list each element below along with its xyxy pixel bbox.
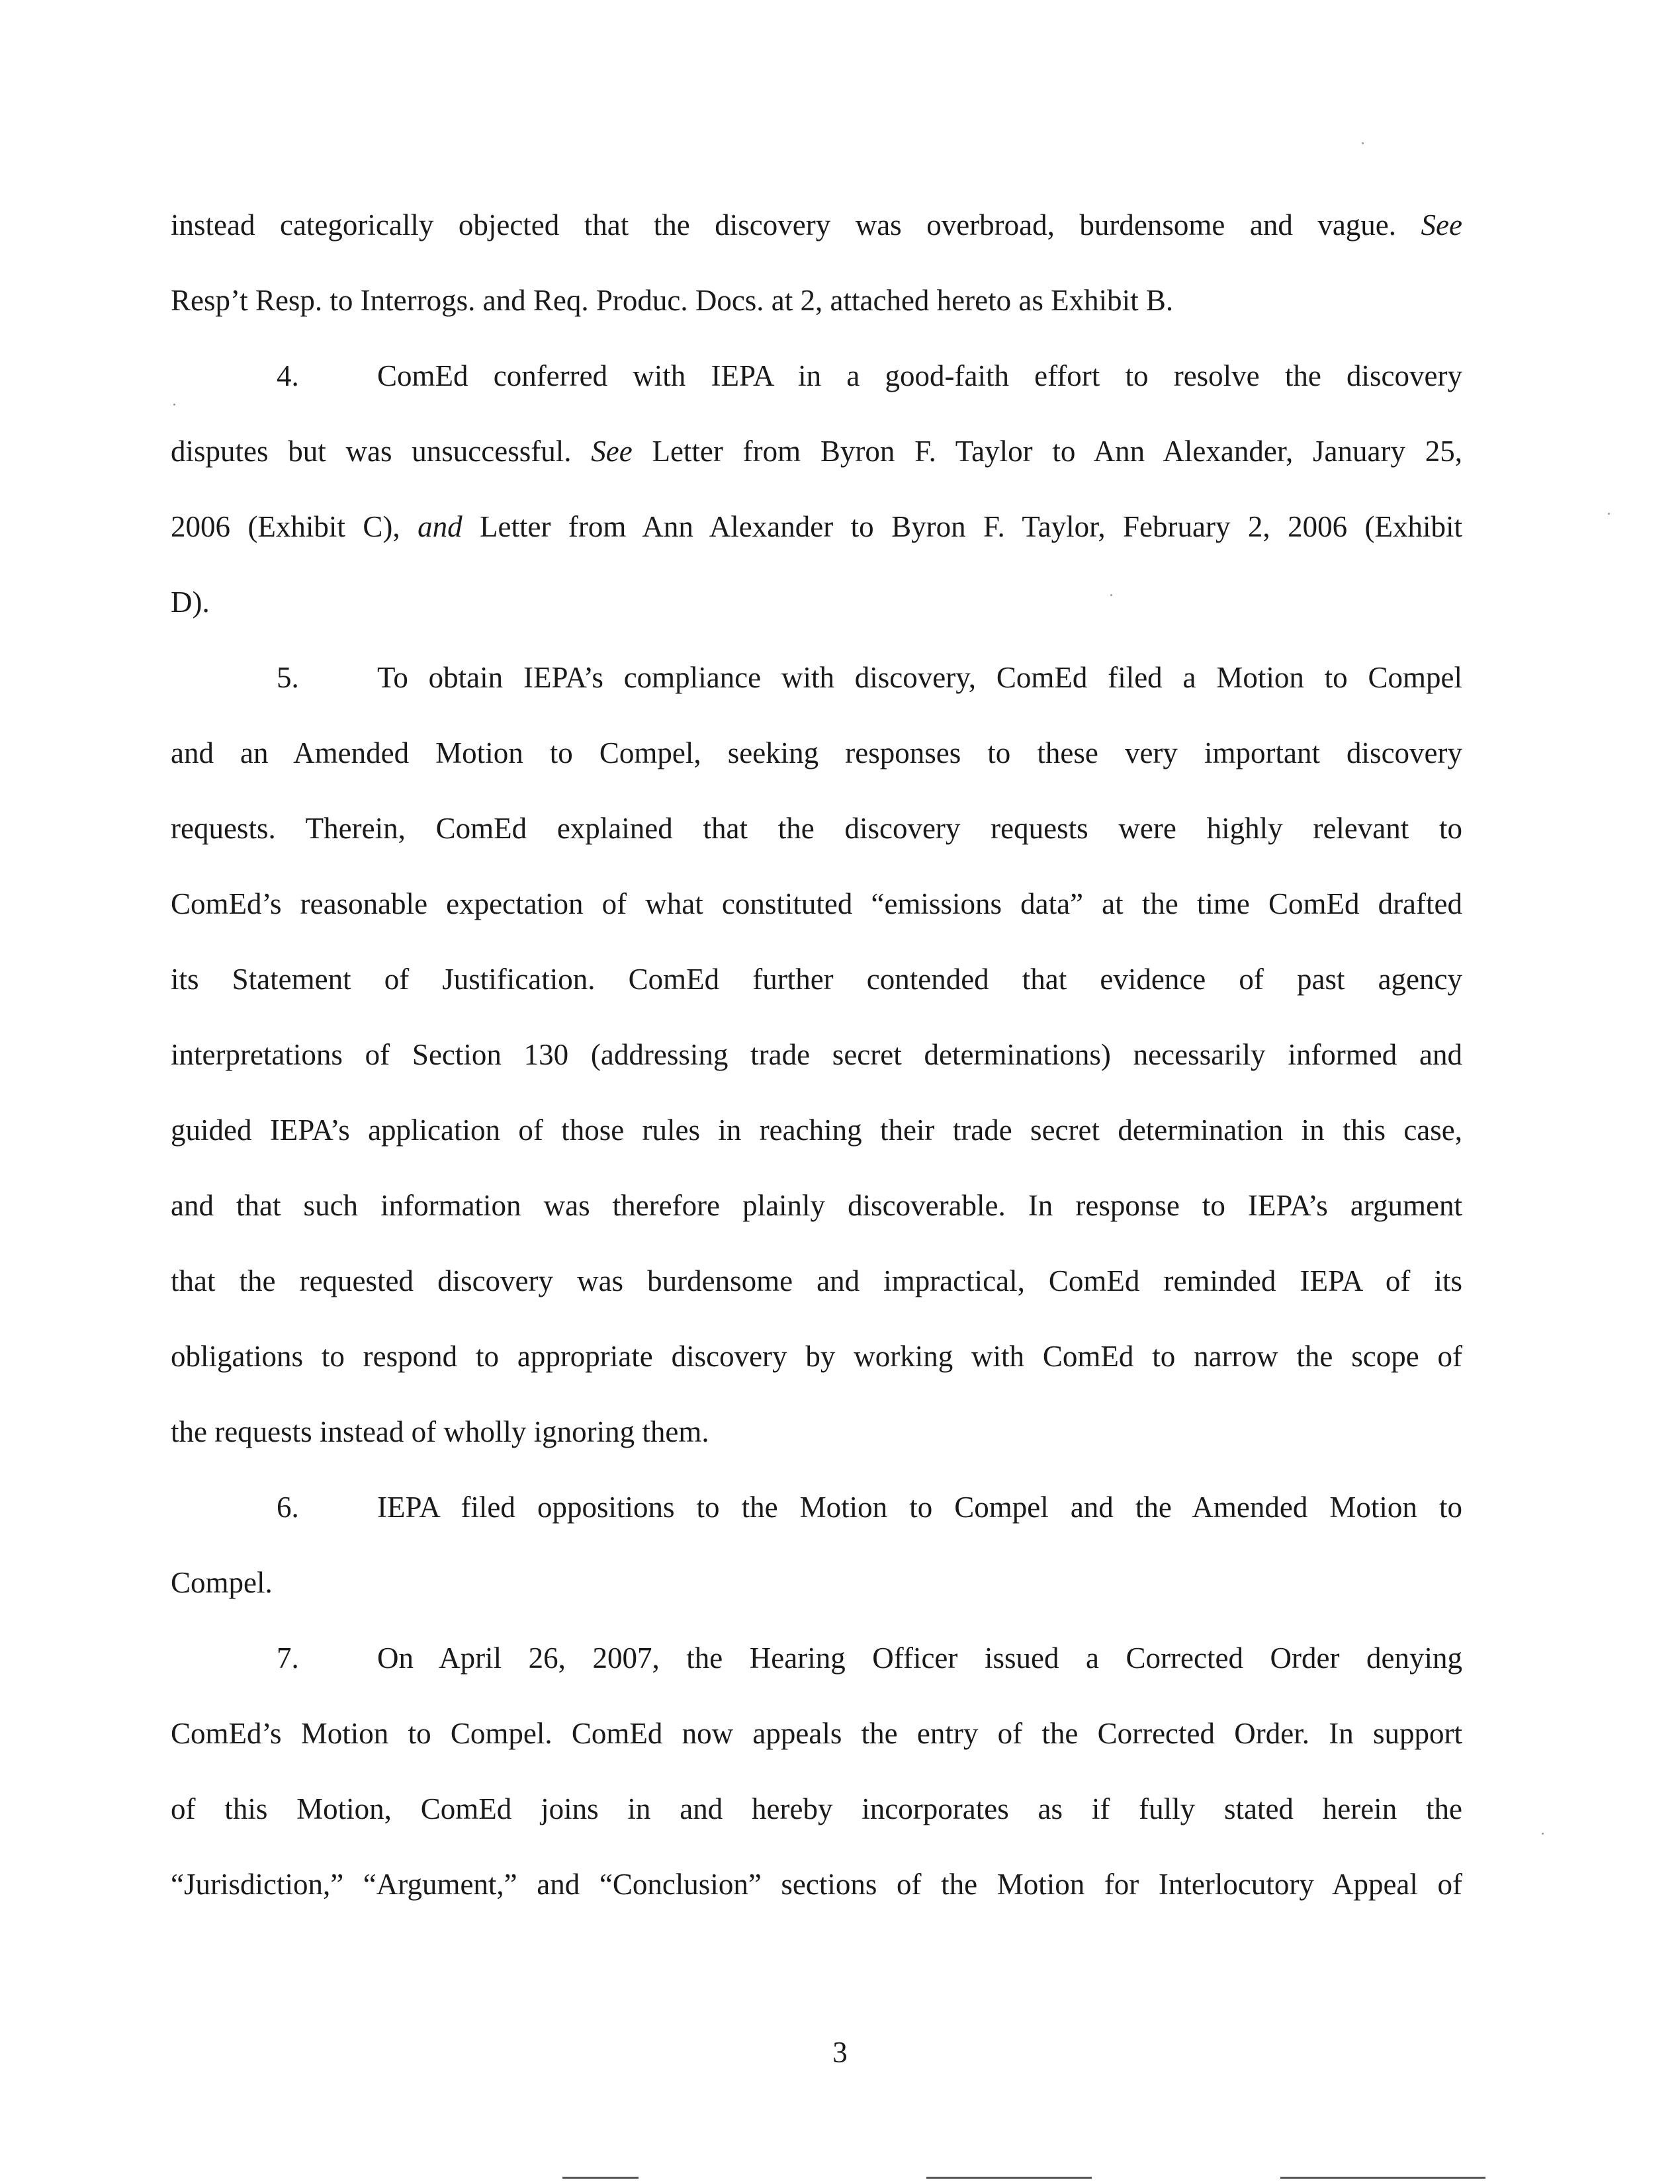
text-line: that the requested discovery was burdensome and impractical, ComEd reminded IEPA of its <box>171 1264 1462 1297</box>
text-line: 7. On April 26, 2007, the Hearing Officer issued a Corrected Order denying <box>171 1620 1462 1696</box>
text-line: obligations to respond to appropriate discovery by working with ComEd to narrow the scope of <box>171 1340 1462 1373</box>
text-line: interpretations of Section 130 (addressing trade secret determinations) necessarily informed and <box>171 1038 1462 1071</box>
scan-speck <box>1608 513 1610 515</box>
paragraph-6 <box>171 1469 1462 1620</box>
text-line: Resp’t Resp. to Interrogs. and Req. Produc. Docs. at 2, attached hereto as Exhibit B. <box>171 284 1174 317</box>
text-line: 4. ComEd conferred with IEPA in a good-faith effort to resolve the discovery <box>171 338 1462 414</box>
paragraph-number: 6. <box>277 1491 299 1524</box>
scan-edge-rule <box>926 2177 1092 2179</box>
text-line: and that such information was therefore plainly discoverable. In response to IEPA’s argument <box>171 1189 1462 1222</box>
body-text <box>171 187 1462 1922</box>
text-line: 6. IEPA filed oppositions to the Motion to Compel and the Amended Motion to <box>171 1469 1462 1545</box>
scan-edge-rule <box>562 2177 639 2179</box>
text-line: the requests instead of wholly ignoring them. <box>171 1415 709 1448</box>
paragraph-number: 5. <box>277 661 299 694</box>
scan-speck <box>1542 1833 1544 1835</box>
paragraph-7 <box>171 1620 1462 1922</box>
text-line: “Jurisdiction,” “Argument,” and “Conclusion” sections of the Motion for Interlocutory Appeal of <box>171 1868 1462 1901</box>
paragraph-4 <box>171 338 1462 640</box>
text-line: disputes but was unsuccessful. See Letter from Byron F. Taylor to Ann Alexander, January 25, <box>171 435 1462 468</box>
text-line: and an Amended Motion to Compel, seeking responses to these very important discovery <box>171 736 1462 769</box>
text-line: 2006 (Exhibit C), and Letter from Ann Alexander to Byron F. Taylor, February 2, 2006 (Exhibit <box>171 510 1463 543</box>
text-line: of this Motion, ComEd joins in and hereby incorporates as if fully stated herein the <box>171 1792 1462 1825</box>
text-line: ComEd’s reasonable expectation of what constituted “emissions data” at the time ComEd drafted <box>171 887 1462 920</box>
text-line: Compel. <box>171 1566 273 1599</box>
paragraph-3-continuation <box>171 187 1462 338</box>
scan-speck <box>1362 142 1364 144</box>
scan-edge-rule <box>1280 2177 1485 2179</box>
text-line: instead categorically objected that the discovery was overbroad, burdensome and vague. See <box>171 208 1462 241</box>
text-line: 5. To obtain IEPA’s compliance with discovery, ComEd filed a Motion to Compel <box>171 640 1462 715</box>
text-line: guided IEPA’s application of those rules in reaching their trade secret determination in this case, <box>171 1114 1462 1147</box>
text-line: requests. Therein, ComEd explained that the discovery requests were highly relevant to <box>171 812 1462 845</box>
text-line: D). <box>171 586 210 619</box>
paragraph-number: 7. <box>277 1641 299 1675</box>
text-line: ComEd’s Motion to Compel. ComEd now appeals the entry of the Corrected Order. In support <box>171 1717 1462 1750</box>
paragraph-5 <box>171 640 1462 1469</box>
page-number: 3 <box>832 2036 848 2069</box>
text-line: its Statement of Justification. ComEd further contended that evidence of past agency <box>171 963 1462 996</box>
paragraph-number: 4. <box>277 359 299 392</box>
